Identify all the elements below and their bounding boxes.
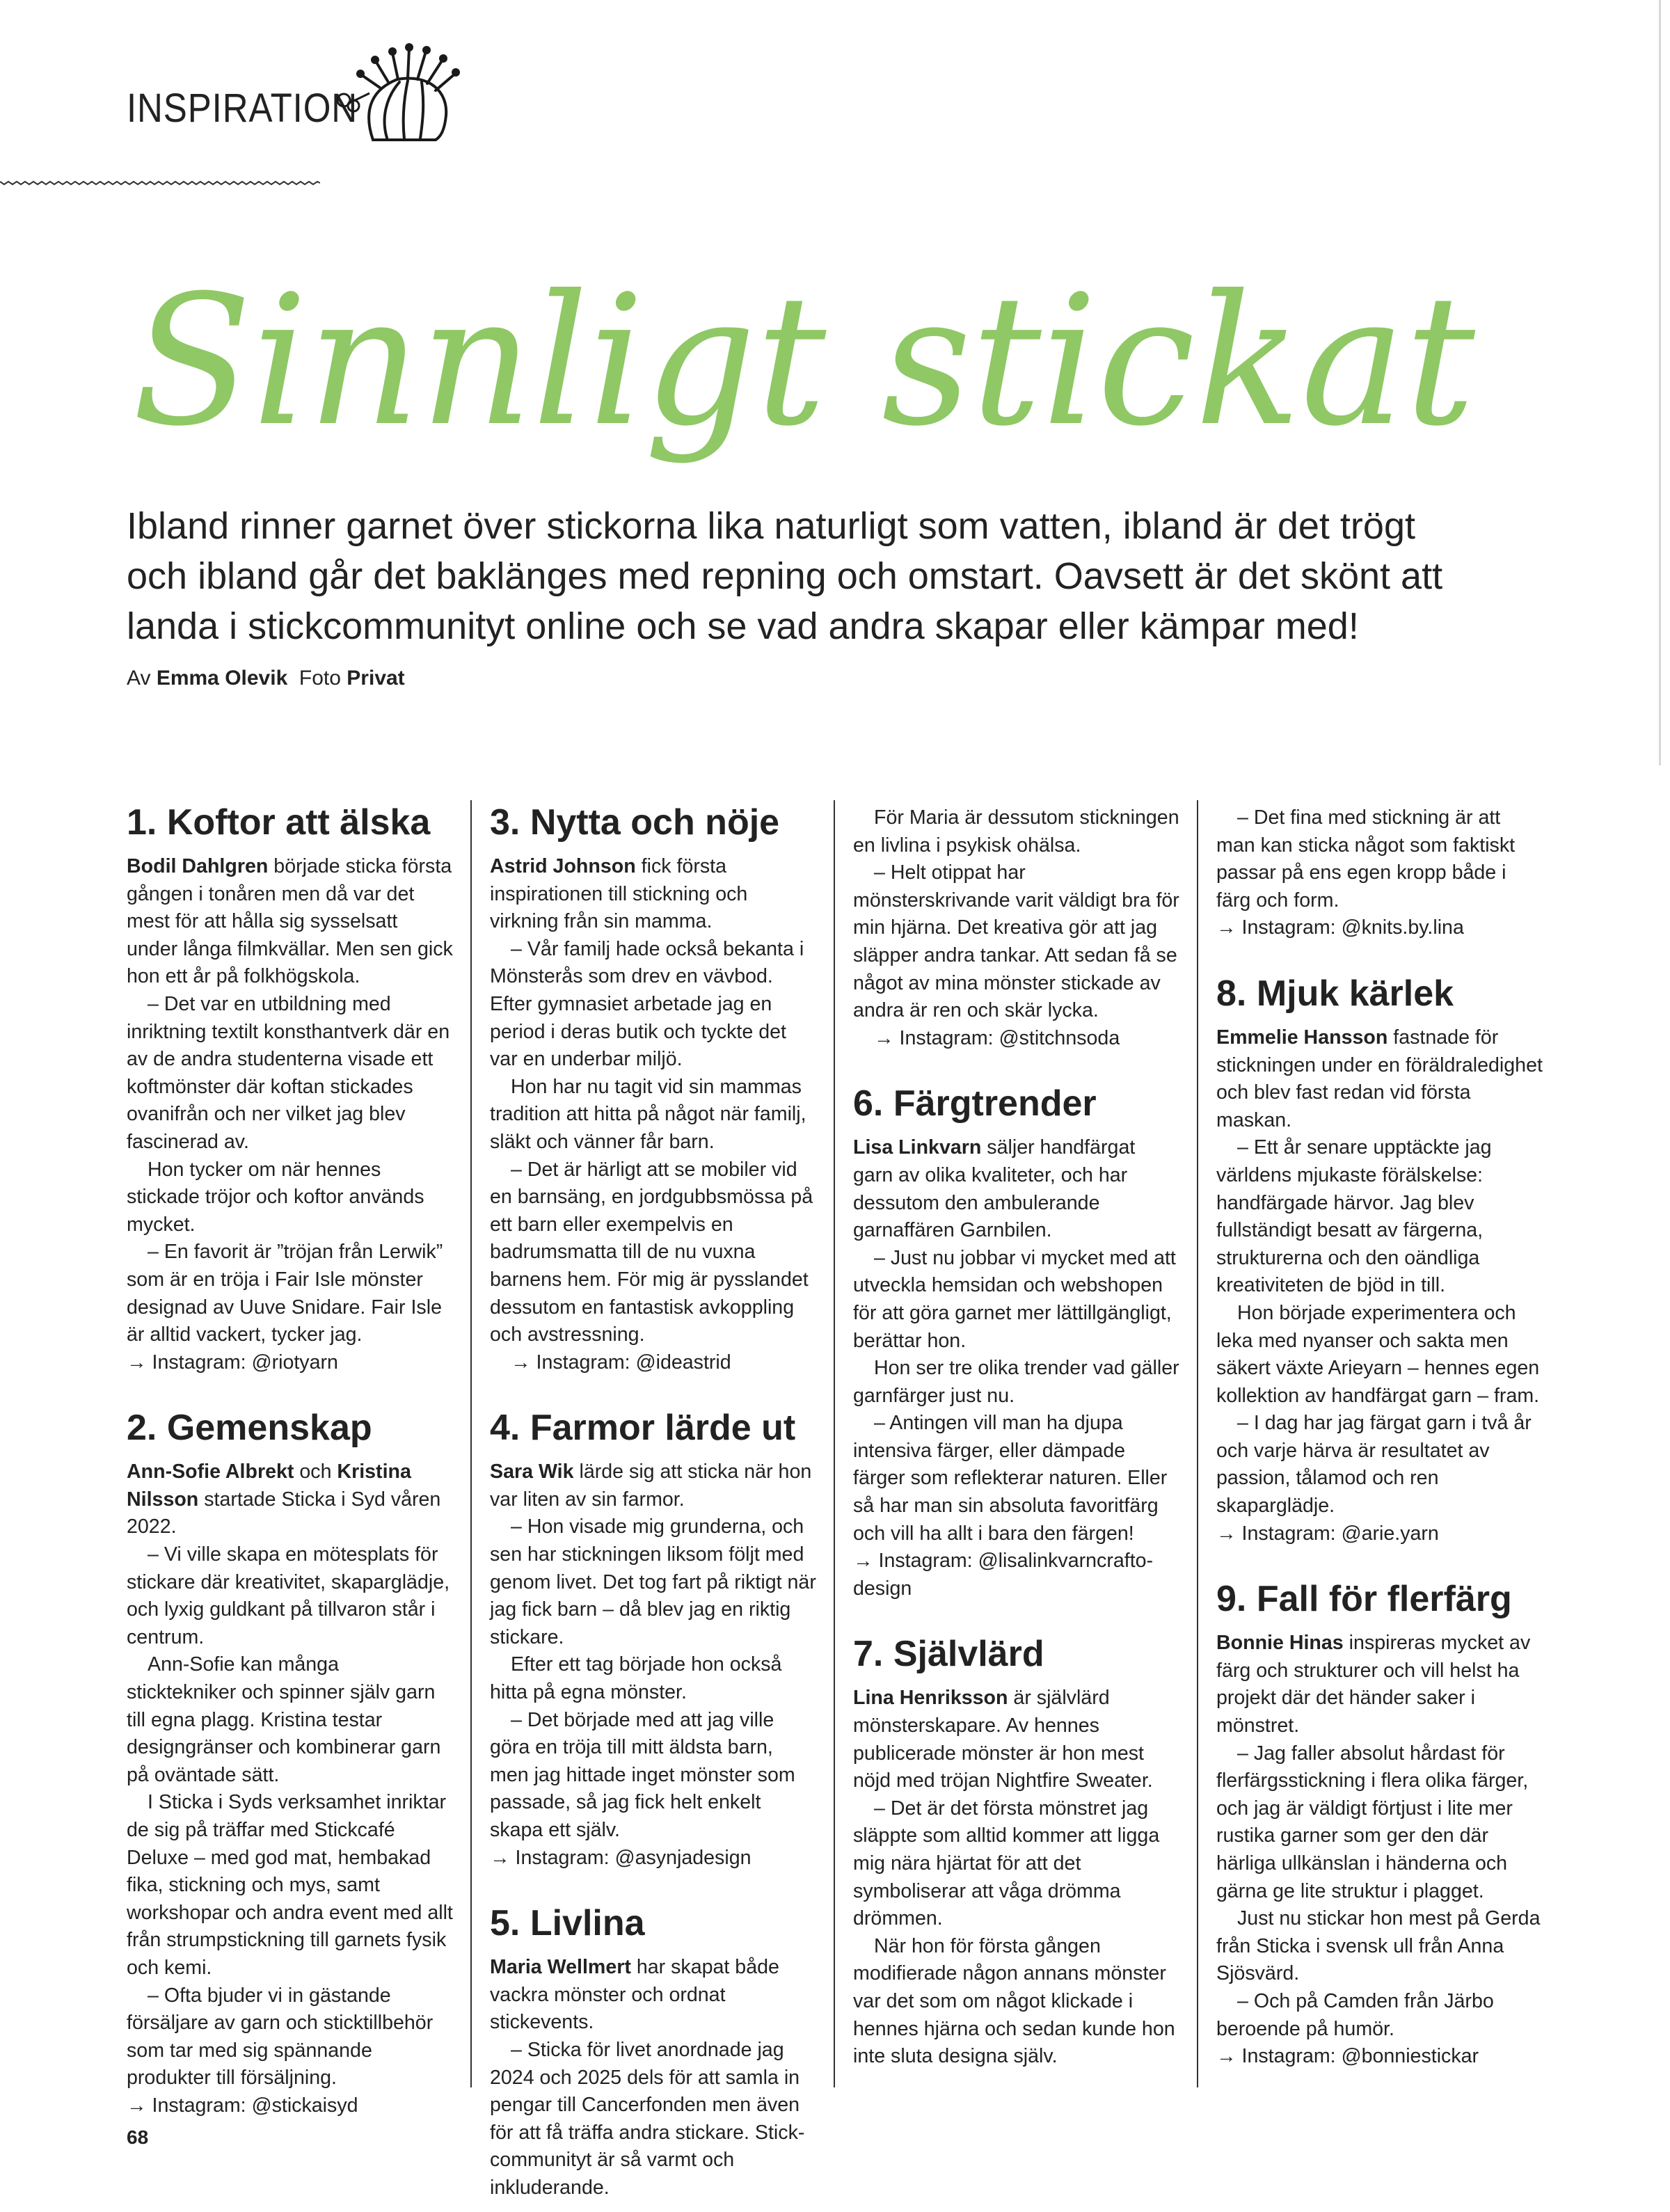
section-heading: 9. Fall för flerfärg [1216, 1579, 1512, 1620]
section-heading: 3. Nytta och nöje [490, 802, 780, 843]
column-divider [470, 800, 472, 2087]
body-paragraph: – I dag har jag färgat garn i två år och varje härva är resultatet av passion, tålamod och ren skaparglädje. [1216, 1412, 1532, 1518]
byline [127, 667, 405, 690]
section-label: INSPIRATION [127, 86, 358, 131]
body-paragraph: – Hon visade mig grunderna, och sen har stickningen liksom följt med genom livet. Det tog fart på riktigt när jag fick barn – då blev jag en riktig stickare. [490, 1515, 816, 1648]
column-divider [834, 800, 835, 2087]
body-paragraph: – Det var en utbildning med inriktning textilt konsthantverk där en av de andra studenterna visade ett koftmönster där koftan stickades ovanifrån och ner vilket jag blev fascinerad av. [127, 992, 450, 1153]
instagram-link[interactable]: → Instagram: @bonniestickar [1216, 2045, 1479, 2068]
body-paragraph: – Det är det första mönstret jag släppte som alltid kommer att ligga mig nära hjärtat för att det symboliserar att våga drömma drömmen. [853, 1797, 1160, 1930]
body-paragraph: – Antingen vill man ha djupa intensiva färger, eller dämpade färger som reflekterar naturen. Eller så har man sin absoluta favoritfärg och vill ha allt i bara den färgen! [853, 1412, 1168, 1545]
body-paragraph: – Vår familj hade också bekanta i Mönsterås som drev en vävbod. Efter gymnasiet arbetade jag en period i deras butik och tyckte det var en underbar miljö. [490, 937, 804, 1071]
section-heading: 7. Självlärd [853, 1634, 1044, 1675]
section-intro: Emmelie Hansson fastnade för stickningen under en föräldraledighet och blev fast redan vid första maskan. [1216, 1026, 1543, 1131]
instagram-link[interactable]: → Instagram: @asynjadesign [490, 1846, 752, 1869]
section-heading: 4. Farmor lärde ut [490, 1408, 796, 1449]
lead-paragraph: Ibland rinner garnet över stickorna lika naturligt som vatten, ibland är det trögt och ibland går det baklänges med repning och omstart. Oavsett är det skönt att landa i stickcommunityt online och se vad andra skapar eller kämpar med! [127, 505, 1443, 647]
instagram-link[interactable]: → Instagram: @stitchnsoda [874, 1026, 1120, 1049]
body-paragraph: – Just nu jobbar vi mycket med att utveckla hemsidan och webshopen för att göra garnet mer lättillgängligt, berättar hon. [853, 1246, 1176, 1352]
section-heading: 1. Koftor att älska [127, 802, 431, 843]
article-column-4 [1216, 804, 1543, 2071]
section-intro: Astrid Johnson fick första inspirationen till stickning och virkning från sin mamma. [490, 855, 748, 933]
body-paragraph: När hon för första gången modifierade någon annans mönster var det som om något klickade i hennes hjärna och sedan kunde hon inte sluta designa själv. [853, 1934, 1175, 2068]
section-intro: Maria Wellmert har skapat både vackra mönster och ordnat stickevents. [490, 1956, 779, 2034]
article-column-2 [490, 802, 817, 2202]
body-paragraph: Efter ett tag började hon också hitta på egna mönster. [490, 1653, 782, 1704]
byline-author: Emma Olevik [156, 667, 288, 690]
pincushion-icon [331, 39, 470, 143]
body-paragraph: – Vi ville skapa en mötesplats för stickare där kreativitet, skaparglädje, och lyxig guldkant på tillvaron står i centrum. [127, 1543, 450, 1648]
article-column-1 [127, 802, 454, 2120]
body-paragraph: – Och på Camden från Järbo beroende på humör. [1216, 1989, 1494, 2040]
body-paragraph: Hon ser tre olika trender vad gäller garnfärger just nu. [853, 1357, 1179, 1407]
instagram-link[interactable]: → Instagram: @ideastrid [511, 1351, 731, 1374]
page-number: 68 [127, 2126, 149, 2148]
article-column-3 [853, 804, 1180, 2071]
instagram-link[interactable]: → Instagram: @lisalinkvarncraftodesign [853, 1550, 1154, 1600]
section-intro: Lina Henriksson är självlärd mönsterskapare. Av hennes publicerade mönster är hon mest nöjd med tröjan Nightfire Sweater. [853, 1687, 1153, 1792]
section-intro: Lisa Linkvarn säljer handfärgat garn av olika kvaliteter, och har dessutom den ambulerande garnaffären Garnbilen. [853, 1136, 1136, 1242]
title-script [132, 257, 1559, 494]
section-intro: Sara Wik lärde sig att sticka när hon var liten av sin farmor. [490, 1461, 812, 1511]
instagram-link[interactable]: → Instagram: @arie.yarn [1216, 1522, 1439, 1545]
body-paragraph: – Det fina med stickning är att man kan sticka något som faktiskt passar på ens egen kropp både i färg och form. [1216, 806, 1516, 912]
body-paragraph: För Maria är dessutom stickningen en livlina i psykisk ohälsa. [853, 806, 1179, 857]
page-edge [1659, 0, 1661, 765]
byline-by-label: Av [127, 667, 151, 690]
body-paragraph: – Sticka för livet anordnade jag 2024 och 2025 dels för att samla in pengar till Cancerfonden men även för att få träffa andra stickare. Stick-communityt är så varmt och inkluderande. [490, 2038, 805, 2199]
body-paragraph: – Det är härligt att se mobiler vid en barnsäng, en jordgubbsmössa på ett barn eller exempelvis en badrumsmatta till de nu vuxna barnens hem. För mig är pysslandet dessutom en fantastisk avkoppling och avstressning. [490, 1158, 813, 1346]
body-paragraph: Hon började experimentera och leka med nyanser och sakta men säkert växte Arieyarn – hennes egen kollektion av handfärgat garn – fram. [1216, 1301, 1540, 1407]
body-paragraph: I Sticka i Syds verksamhet inriktar de sig på träffar med Stickcafé Deluxe – med god mat, hembakad fika, stickning och mys, samt workshopar och andra event med allt från strumpstickning till garnets fysik och kemi. [127, 1791, 453, 1979]
byline-photographer: Privat [347, 667, 405, 690]
section-heading: 6. Färgtrender [853, 1083, 1097, 1124]
section-heading: 8. Mjuk kärlek [1216, 973, 1454, 1014]
body-paragraph: – Ett år senare upptäckte jag världens mjukaste förälskelse: handfärgade härvor. Jag blev fullständigt besatt av färgerna, strukturerna och den oändliga kreativiteten de bjöd in till. [1216, 1136, 1492, 1297]
body-paragraph: Ann-Sofie kan många sticktekniker och spinner själv garn till egna plagg. Kristina testar designgränser och kombinerar garn på oväntade sätt. [127, 1653, 441, 1786]
instagram-link[interactable]: → Instagram: @riotyarn [127, 1351, 338, 1374]
byline-photo-label: Foto [299, 667, 341, 690]
instagram-link[interactable]: → Instagram: @stickaisyd [127, 2094, 358, 2117]
body-paragraph: – Ofta bjuder vi in gästande försäljare av garn och sticktillbehör som tar med sig spännande produkter till försäljning. [127, 1984, 434, 2090]
section-intro: Ann-Sofie Albrekt och Kristina Nilsson startade Sticka i Syd våren 2022. [127, 1461, 441, 1538]
svg-text:Sinnligt stickat: Sinnligt stickat [132, 257, 1477, 466]
section-intro: Bodil Dahlgren började sticka första gången i tonåren men då var det mest för att hålla sig sysselsatt under långa filmkvällar. Men sen gick hon ett år på folkhögskola. [127, 855, 453, 988]
section-heading: 5. Livlina [490, 1903, 645, 1944]
body-paragraph: – Det började med att jag ville göra en tröja till mitt äldsta barn, men jag hittade inget mönster som passade, så jag fick helt enkelt skapa ett själv. [490, 1708, 795, 1841]
body-paragraph: – En favorit är ”tröjan från Lerwik” som är en tröja i Fair Isle mönster designad av Uuve Snidare. Fair Isle är alltid vackert, tycker jag. [127, 1241, 443, 1346]
body-paragraph: – Helt otippat har mönsterskrivande varit väldigt bra för min hjärna. Det kreativa gör att jag släpper andra tankar. Att sedan få se något av mina mönster stickade av andra är ren och skär lycka. [853, 861, 1179, 1022]
body-paragraph: Hon tycker om när hennes stickade tröjor och koftor används mycket. [127, 1158, 424, 1236]
column-divider [1197, 800, 1198, 2087]
body-paragraph: Just nu stickar hon mest på Gerda från Sticka i svensk ull från Anna Sjösvärd. [1216, 1907, 1541, 1985]
section-heading: 2. Gemenskap [127, 1408, 372, 1449]
header-zigzag-rule [0, 180, 320, 186]
body-paragraph: – Jag faller absolut hårdast för flerfärgsstickning i flera olika färger, och jag är väldigt förtjust i lite mer rustika garner som ger den där härliga ullkänslan i händerna och gärna ge lite struktur i plagget. [1216, 1742, 1529, 1902]
section-intro: Bonnie Hinas inspireras mycket av färg och strukturer och vill helst ha projekt där det händer saker i mönstret. [1216, 1632, 1531, 1737]
body-paragraph: Hon har nu tagit vid sin mammas tradition att hitta på något när familj, släkt och vänner får barn. [490, 1075, 806, 1153]
instagram-link[interactable]: → Instagram: @knits.by.lina [1216, 916, 1464, 939]
